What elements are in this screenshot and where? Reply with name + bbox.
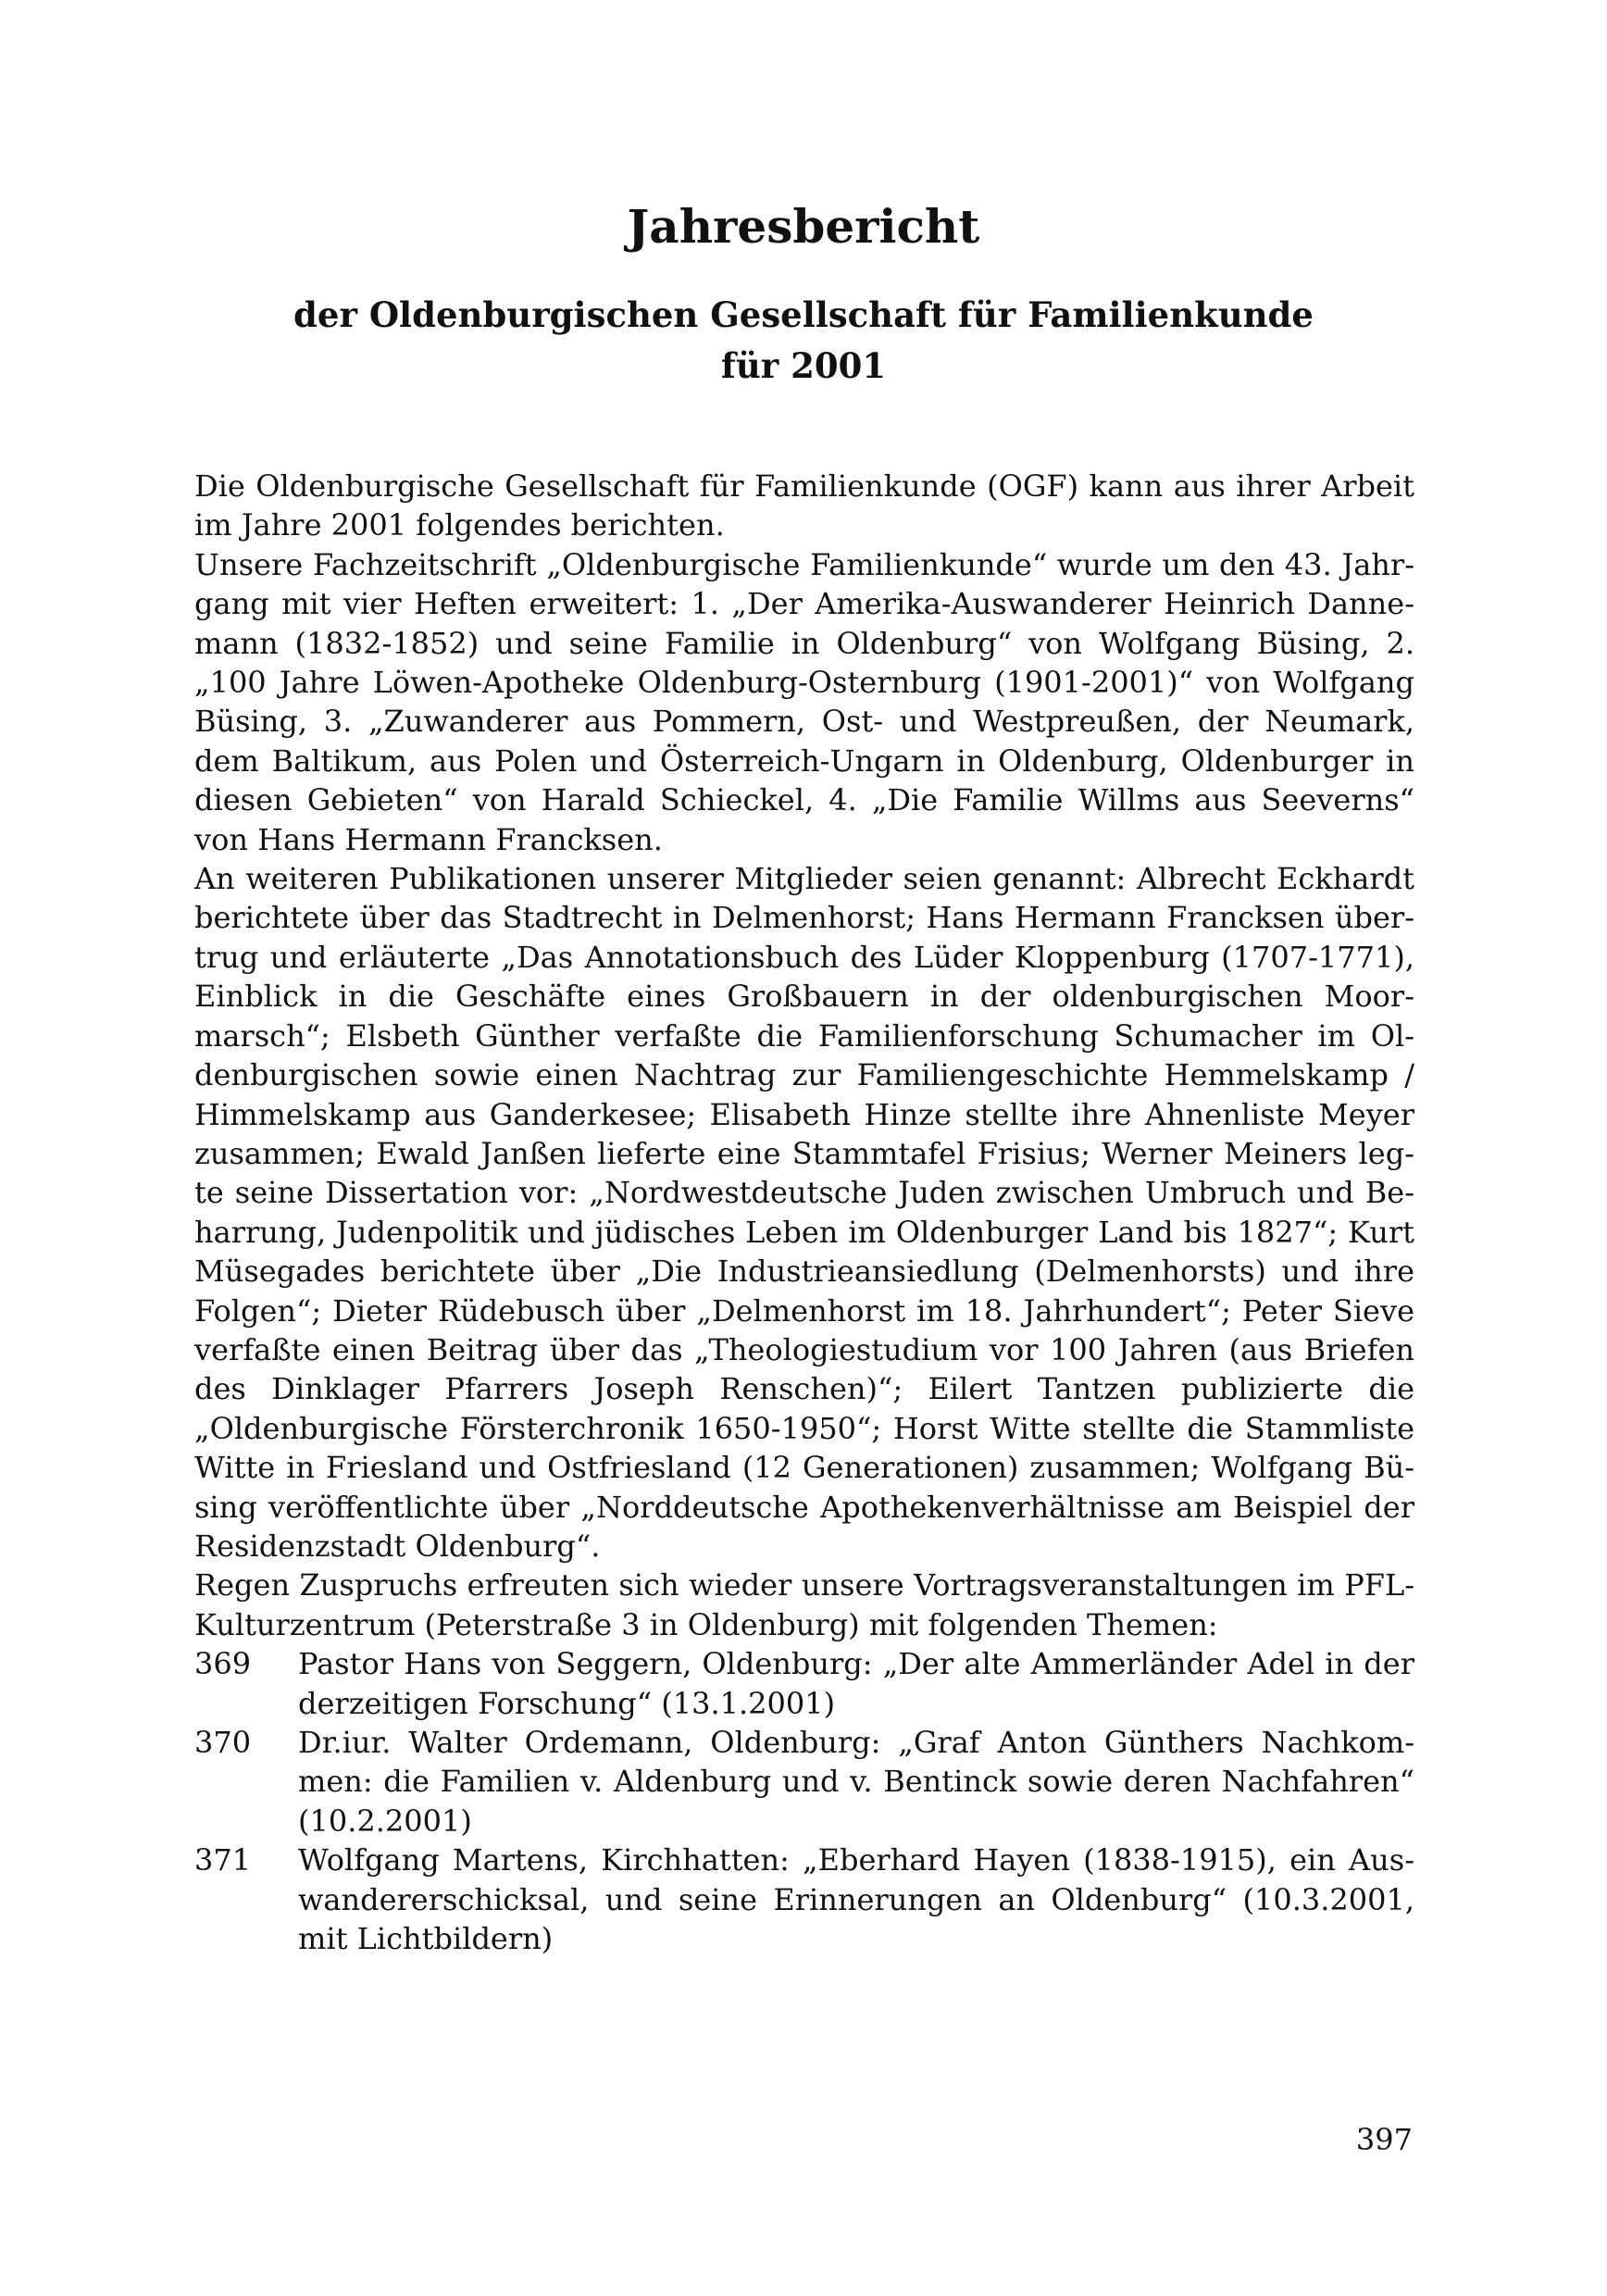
lecture-text: Dr.iur. Walter Ordemann, Oldenburg: „Graf Anton Günthers Nachkommen: die Familien v. Aldenburg und v. Bentinck sowie deren Nachfahren“ (10.2.2001) bbox=[298, 1725, 1414, 1839]
lecture-item bbox=[194, 1644, 1414, 1723]
lecture-text: Pastor Hans von Seggern, Oldenburg: „Der alte Ammerländer Adel in der derzeitigen Forschung“ (13.1.2001) bbox=[298, 1646, 1414, 1721]
lecture-number: 369 bbox=[194, 1646, 252, 1682]
page-number: 397 bbox=[1355, 2122, 1413, 2157]
subtitle-line: für 2001 bbox=[720, 345, 887, 386]
page-title: Jahresbericht bbox=[627, 199, 980, 254]
journal-paragraph: Unsere Fachzeitschrift „Oldenburgische Familienkunde“ wurde um den 43. Jahrgang mit vier Heften erweitert: 1. „Der Amerika-Auswanderer Heinrich Dannemann (1832-1852) und seine Familie in Oldenburg“ von Wolfgang Büsing, 2. „100 Jahre Löwen-Apotheke Oldenburg-Osternburg (1901-2001)“ von Wolfgang Büsing, 3. „Zuwanderer aus Pommern, Ost- und Westpreußen, der Neumark, dem Baltikum, aus Polen und Österreich-Ungarn in Oldenburg, Oldenburger in diesen Gebieten“ von Harald Schieckel, 4. „Die Familie Willms aus Seeverns“ von Hans Hermann Francksen. bbox=[194, 546, 1414, 857]
page-subtitle bbox=[167, 290, 1440, 392]
report-body bbox=[194, 467, 1414, 1958]
lecture-text: Wolfgang Martens, Kirchhatten: „Eberhard Hayen (1838-1915), ein Auswandererschicksal, und seine Erinnerungen an Oldenburg“ (10.3.2001, mit Lichtbildern) bbox=[298, 1842, 1414, 1957]
lecture-number: 370 bbox=[194, 1725, 252, 1760]
subtitle-line: der Oldenburgischen Gesellschaft für Familienkunde bbox=[293, 294, 1314, 335]
intro-paragraph: Die Oldenburgische Gesellschaft für Familienkunde (OGF) kann aus ihrer Arbeit im Jahre 2001 folgendes berichten. bbox=[194, 468, 1414, 543]
lectures-intro-paragraph: Regen Zuspruchs erfreuten sich wieder unsere Vortragsveranstaltungen im PFL-Kulturzentrum (Peterstraße 3 in Oldenburg) mit folgenden Themen: bbox=[194, 1567, 1414, 1642]
lecture-number: 371 bbox=[194, 1842, 252, 1878]
lecture-item bbox=[194, 1841, 1414, 1958]
publications-paragraph: An weiteren Publikationen unserer Mitglieder seien genannt: Albrecht Eckhardt berichtete über das Stadtrecht in Delmenhorst; Hans Hermann Francksen übertrug und erläuterte „Das Annotationsbuch des Lüder Kloppenburg (1707-1771), Einblick in die Geschäfte eines Großbauern in der oldenburgischen Moormarsch“; Elsbeth Günther verfaßte die Familienforschung Schumacher im Oldenburgischen sowie einen Nachtrag zur Familiengeschichte Hemmelskamp / Himmelskamp aus Ganderkesee; Elisabeth Hinze stellte ihre Ahnenliste Meyer zusammen; Ewald Janßen lieferte eine Stammtafel Frisius; Werner Meiners legte seine Dissertation vor: „Nordwestdeutsche Juden zwischen Umbruch und Beharrung, Judenpolitik und jüdisches Leben im Oldenburger Land bis 1827“; Kurt Müsegades berichtete über „Die Industrieansiedlung (Delmenhorsts) und ihre Folgen“; Dieter Rüdebusch über „Delmenhorst im 18. Jahrhundert“; Peter Sieve verfaßte einen Beitrag über das „Theologiestudium vor 100 Jahren (aus Briefen des Dinklager Pfarrers Joseph Renschen)“; Eilert Tantzen publizierte die „Oldenburgische Försterchronik 1650-1950“; Horst Witte stellte die Stammliste Witte in Friesland und Ostfriesland (12 Generationen) zusammen; Wolfgang Büsing veröffentlichte über „Norddeutsche Apothekenverhältnisse am Beispiel der Residenzstadt Oldenburg“. bbox=[194, 861, 1414, 1564]
lecture-item bbox=[194, 1723, 1414, 1841]
